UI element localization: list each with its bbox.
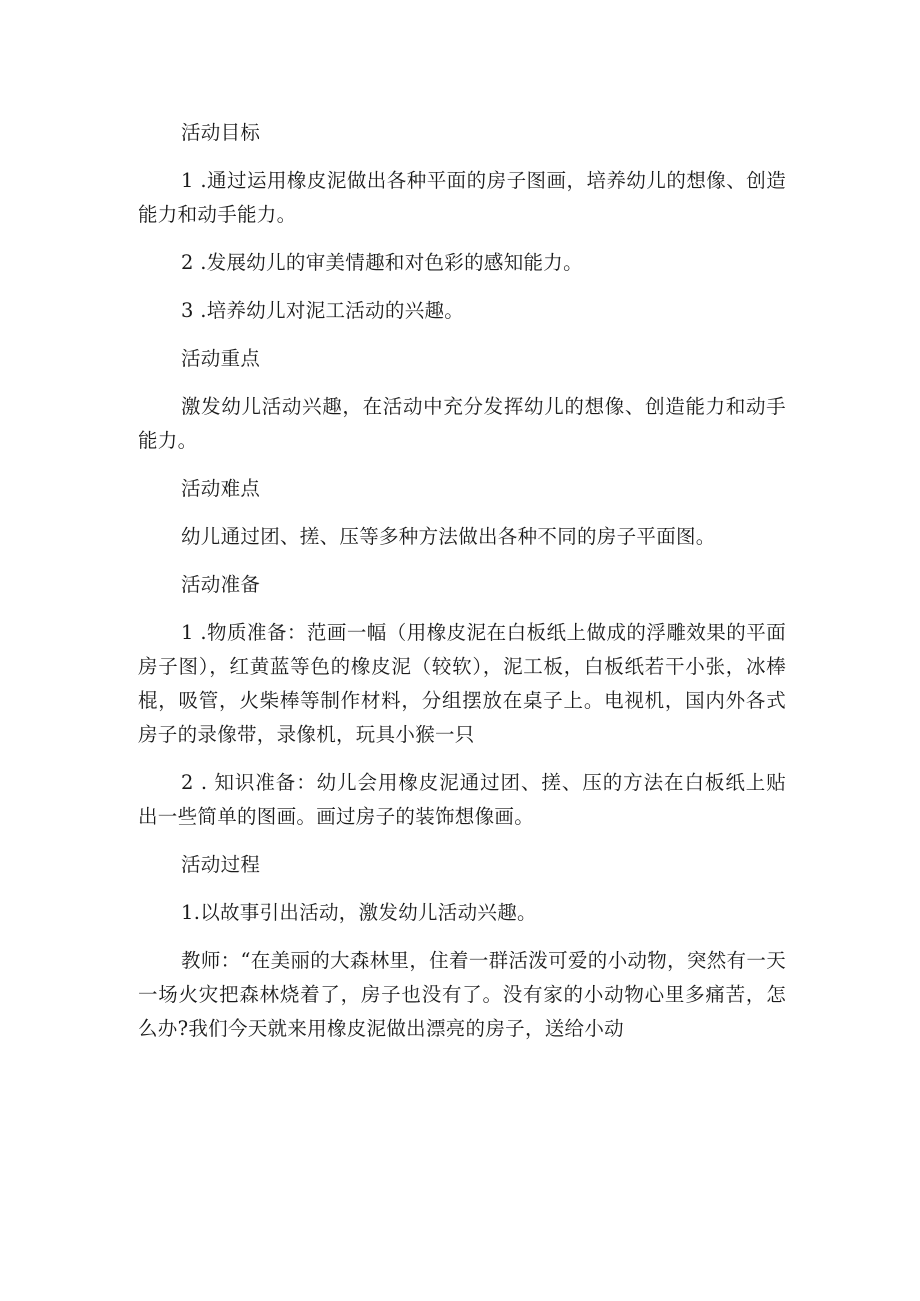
- preparation-item-1: 1 .物质准备：范画一幅（用橡皮泥在白板纸上做成的浮雕效果的平面房子图），红黄蓝等色的橡皮泥（较软），泥工板，白板纸若干小张，冰棒棍，吸管，火柴棒等制作材料，分组摆放在桌子上。电视机，国内外各式房子的录像带，录像机，玩具小猴一只: [138, 621, 786, 746]
- heading-activity-focus: 活动重点: [181, 347, 261, 370]
- process-step-1: 1.以故事引出活动，激发幼儿活动兴趣。: [181, 901, 537, 924]
- goal-item-1: 1 .通过运用橡皮泥做出各种平面的房子图画，培养幼儿的想像、创造能力和动手能力。: [138, 169, 786, 226]
- difficulty-paragraph: 幼儿通过团、搓、压等多种方法做出各种不同的房子平面图。: [181, 525, 716, 548]
- focus-paragraph: 激发幼儿活动兴趣，在活动中充分发挥幼儿的想像、创造能力和动手能力。: [138, 395, 786, 452]
- heading-activity-difficulty: 活动难点: [181, 477, 261, 500]
- teacher-speech-paragraph: 教师：“在美丽的大森林里，住着一群活泼可爱的小动物，突然有一天一场火灾把森林烧着了，房子也没有了。没有家的小动物心里多痛苦，怎么办?我们今天就来用橡皮泥做出漂亮的房子，送给小动: [138, 949, 786, 1040]
- goal-item-3: 3 .培养幼儿对泥工活动的兴趣。: [181, 299, 465, 322]
- goal-item-2: 2 .发展幼儿的审美情趣和对色彩的感知能力。: [181, 251, 583, 274]
- heading-activity-preparation: 活动准备: [181, 573, 261, 596]
- heading-activity-goals: 活动目标: [181, 121, 261, 144]
- preparation-item-2: 2 . 知识准备：幼儿会用橡皮泥通过团、搓、压的方法在白板纸上贴出一些简单的图画。画过房子的装饰想像画。: [138, 771, 786, 828]
- heading-activity-process: 活动过程: [181, 853, 261, 876]
- document-body: [138, 116, 786, 1060]
